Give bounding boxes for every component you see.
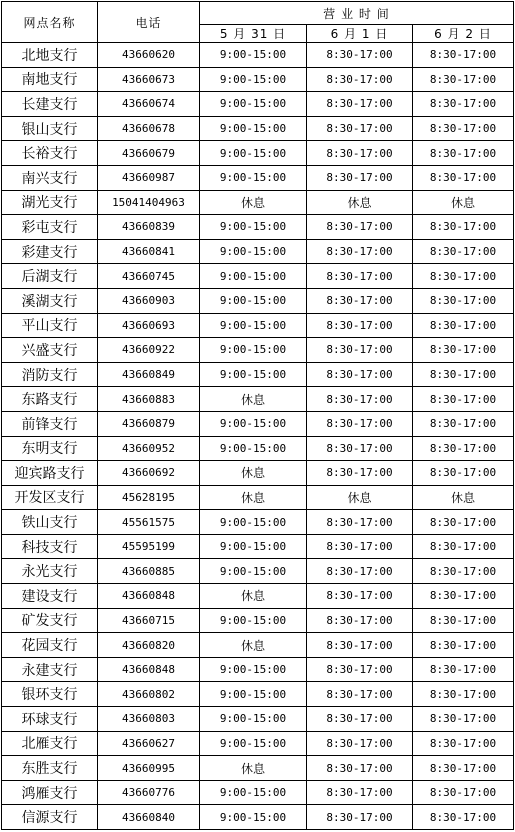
hours-cell-day-3: 8:30-17:00 bbox=[413, 387, 514, 412]
hours-cell-day-1: 9:00-15:00 bbox=[200, 92, 307, 117]
hours-cell-day-1: 休息 bbox=[200, 485, 307, 510]
hours-cell-day-3: 8:30-17:00 bbox=[413, 559, 514, 584]
table-row bbox=[2, 387, 514, 412]
hours-cell-day-1: 9:00-15:00 bbox=[200, 559, 307, 584]
hours-cell-day-1: 9:00-15:00 bbox=[200, 116, 307, 141]
hours-cell-day-3: 8:30-17:00 bbox=[413, 288, 514, 313]
branch-name-cell: 环球支行 bbox=[2, 707, 98, 732]
phone-cell: 43660745 bbox=[98, 264, 200, 289]
phone-cell: 45595199 bbox=[98, 534, 200, 559]
hours-cell-day-2: 休息 bbox=[307, 190, 413, 215]
table-row bbox=[2, 461, 514, 486]
table-row bbox=[2, 657, 514, 682]
hours-cell-day-2: 8:30-17:00 bbox=[307, 165, 413, 190]
col-header-day-2: 6 月 1 日 bbox=[307, 25, 413, 43]
hours-cell-day-1: 9:00-15:00 bbox=[200, 67, 307, 92]
hours-cell-day-2: 8:30-17:00 bbox=[307, 387, 413, 412]
hours-cell-day-1: 9:00-15:00 bbox=[200, 43, 307, 68]
hours-cell-day-1: 9:00-15:00 bbox=[200, 780, 307, 805]
hours-cell-day-2: 8:30-17:00 bbox=[307, 141, 413, 166]
hours-cell-day-3: 8:30-17:00 bbox=[413, 756, 514, 781]
hours-cell-day-1: 休息 bbox=[200, 584, 307, 609]
hours-cell-day-1: 9:00-15:00 bbox=[200, 510, 307, 535]
table-row bbox=[2, 67, 514, 92]
hours-cell-day-1: 9:00-15:00 bbox=[200, 707, 307, 732]
table-row bbox=[2, 780, 514, 805]
hours-cell-day-1: 9:00-15:00 bbox=[200, 239, 307, 264]
table-row bbox=[2, 165, 514, 190]
branch-name-cell: 消防支行 bbox=[2, 362, 98, 387]
hours-cell-day-3: 8:30-17:00 bbox=[413, 313, 514, 338]
branch-name-cell: 东明支行 bbox=[2, 436, 98, 461]
table-row bbox=[2, 756, 514, 781]
hours-cell-day-1: 9:00-15:00 bbox=[200, 313, 307, 338]
hours-cell-day-1: 9:00-15:00 bbox=[200, 338, 307, 363]
table-row bbox=[2, 313, 514, 338]
branch-name-cell: 北雁支行 bbox=[2, 731, 98, 756]
table-row bbox=[2, 288, 514, 313]
hours-cell-day-3: 8:30-17:00 bbox=[413, 362, 514, 387]
branch-name-cell: 迎宾路支行 bbox=[2, 461, 98, 486]
branch-name-cell: 银山支行 bbox=[2, 116, 98, 141]
hours-cell-day-2: 8:30-17:00 bbox=[307, 239, 413, 264]
branch-name-cell: 东路支行 bbox=[2, 387, 98, 412]
branch-name-cell: 南兴支行 bbox=[2, 165, 98, 190]
branch-name-cell: 科技支行 bbox=[2, 534, 98, 559]
phone-cell: 43660679 bbox=[98, 141, 200, 166]
table-row bbox=[2, 485, 514, 510]
hours-cell-day-1: 9:00-15:00 bbox=[200, 141, 307, 166]
phone-cell: 43660674 bbox=[98, 92, 200, 117]
phone-cell: 43660885 bbox=[98, 559, 200, 584]
col-header-phone: 电话 bbox=[98, 2, 200, 43]
hours-cell-day-3: 休息 bbox=[413, 485, 514, 510]
table-row bbox=[2, 633, 514, 658]
hours-cell-day-3: 8:30-17:00 bbox=[413, 707, 514, 732]
hours-cell-day-2: 8:30-17:00 bbox=[307, 411, 413, 436]
branch-name-cell: 平山支行 bbox=[2, 313, 98, 338]
hours-cell-day-1: 休息 bbox=[200, 756, 307, 781]
phone-cell: 43660848 bbox=[98, 584, 200, 609]
hours-cell-day-1: 9:00-15:00 bbox=[200, 264, 307, 289]
branch-name-cell: 东胜支行 bbox=[2, 756, 98, 781]
table-row bbox=[2, 559, 514, 584]
table-row bbox=[2, 92, 514, 117]
hours-cell-day-2: 8:30-17:00 bbox=[307, 608, 413, 633]
hours-cell-day-2: 8:30-17:00 bbox=[307, 756, 413, 781]
hours-cell-day-2: 8:30-17:00 bbox=[307, 362, 413, 387]
hours-cell-day-2: 8:30-17:00 bbox=[307, 510, 413, 535]
phone-cell: 43660848 bbox=[98, 657, 200, 682]
hours-cell-day-3: 8:30-17:00 bbox=[413, 338, 514, 363]
branch-name-cell: 前锋支行 bbox=[2, 411, 98, 436]
phone-cell: 43660952 bbox=[98, 436, 200, 461]
table-row bbox=[2, 682, 514, 707]
hours-cell-day-2: 8:30-17:00 bbox=[307, 682, 413, 707]
table-row bbox=[2, 215, 514, 240]
hours-cell-day-3: 8:30-17:00 bbox=[413, 141, 514, 166]
phone-cell: 43660620 bbox=[98, 43, 200, 68]
table-row bbox=[2, 43, 514, 68]
table-row bbox=[2, 805, 514, 830]
hours-cell-day-1: 休息 bbox=[200, 190, 307, 215]
hours-cell-day-1: 9:00-15:00 bbox=[200, 657, 307, 682]
phone-cell: 43660802 bbox=[98, 682, 200, 707]
hours-cell-day-2: 8:30-17:00 bbox=[307, 436, 413, 461]
branch-name-cell: 湖光支行 bbox=[2, 190, 98, 215]
table-row bbox=[2, 608, 514, 633]
hours-cell-day-3: 8:30-17:00 bbox=[413, 92, 514, 117]
table-row bbox=[2, 510, 514, 535]
branch-name-cell: 北地支行 bbox=[2, 43, 98, 68]
hours-cell-day-3: 8:30-17:00 bbox=[413, 780, 514, 805]
phone-cell: 43660678 bbox=[98, 116, 200, 141]
phone-cell: 43660841 bbox=[98, 239, 200, 264]
hours-cell-day-3: 8:30-17:00 bbox=[413, 534, 514, 559]
phone-cell: 43660879 bbox=[98, 411, 200, 436]
hours-cell-day-3: 8:30-17:00 bbox=[413, 239, 514, 264]
branch-name-cell: 彩建支行 bbox=[2, 239, 98, 264]
branch-name-cell: 长裕支行 bbox=[2, 141, 98, 166]
phone-cell: 43660839 bbox=[98, 215, 200, 240]
hours-cell-day-3: 8:30-17:00 bbox=[413, 461, 514, 486]
hours-cell-day-3: 8:30-17:00 bbox=[413, 43, 514, 68]
branch-name-cell: 信源支行 bbox=[2, 805, 98, 830]
col-header-day-1: 5 月 31 日 bbox=[200, 25, 307, 43]
header-row bbox=[2, 2, 514, 25]
hours-cell-day-2: 8:30-17:00 bbox=[307, 43, 413, 68]
branch-name-cell: 矿发支行 bbox=[2, 608, 98, 633]
branch-name-cell: 溪湖支行 bbox=[2, 288, 98, 313]
table-row bbox=[2, 141, 514, 166]
phone-cell: 43660922 bbox=[98, 338, 200, 363]
table-row bbox=[2, 584, 514, 609]
hours-cell-day-1: 休息 bbox=[200, 387, 307, 412]
hours-cell-day-3: 8:30-17:00 bbox=[413, 731, 514, 756]
hours-cell-day-3: 休息 bbox=[413, 190, 514, 215]
hours-cell-day-3: 8:30-17:00 bbox=[413, 264, 514, 289]
table-body bbox=[2, 43, 514, 830]
hours-cell-day-2: 8:30-17:00 bbox=[307, 92, 413, 117]
hours-cell-day-3: 8:30-17:00 bbox=[413, 67, 514, 92]
hours-cell-day-2: 8:30-17:00 bbox=[307, 264, 413, 289]
hours-cell-day-1: 休息 bbox=[200, 633, 307, 658]
hours-cell-day-2: 8:30-17:00 bbox=[307, 338, 413, 363]
table-row bbox=[2, 190, 514, 215]
hours-cell-day-2: 8:30-17:00 bbox=[307, 116, 413, 141]
hours-cell-day-3: 8:30-17:00 bbox=[413, 608, 514, 633]
col-header-name: 网点名称 bbox=[2, 2, 98, 43]
hours-cell-day-2: 休息 bbox=[307, 485, 413, 510]
phone-cell: 43660995 bbox=[98, 756, 200, 781]
table-row bbox=[2, 338, 514, 363]
branch-name-cell: 永建支行 bbox=[2, 657, 98, 682]
table-row bbox=[2, 362, 514, 387]
branch-name-cell: 鸿雁支行 bbox=[2, 780, 98, 805]
phone-cell: 43660692 bbox=[98, 461, 200, 486]
phone-cell: 45628195 bbox=[98, 485, 200, 510]
branch-name-cell: 长建支行 bbox=[2, 92, 98, 117]
hours-cell-day-2: 8:30-17:00 bbox=[307, 780, 413, 805]
phone-cell: 43660987 bbox=[98, 165, 200, 190]
col-header-hours: 营 业 时 间 bbox=[200, 2, 514, 25]
hours-cell-day-3: 8:30-17:00 bbox=[413, 411, 514, 436]
table-row bbox=[2, 411, 514, 436]
table-header bbox=[2, 2, 514, 43]
branch-name-cell: 银环支行 bbox=[2, 682, 98, 707]
table-row bbox=[2, 534, 514, 559]
hours-cell-day-3: 8:30-17:00 bbox=[413, 510, 514, 535]
hours-cell-day-2: 8:30-17:00 bbox=[307, 534, 413, 559]
branch-name-cell: 铁山支行 bbox=[2, 510, 98, 535]
table-row bbox=[2, 436, 514, 461]
branch-name-cell: 建设支行 bbox=[2, 584, 98, 609]
phone-cell: 43660715 bbox=[98, 608, 200, 633]
table-row bbox=[2, 116, 514, 141]
hours-cell-day-1: 休息 bbox=[200, 461, 307, 486]
hours-cell-day-2: 8:30-17:00 bbox=[307, 657, 413, 682]
phone-cell: 45561575 bbox=[98, 510, 200, 535]
branch-name-cell: 后湖支行 bbox=[2, 264, 98, 289]
branch-name-cell: 彩屯支行 bbox=[2, 215, 98, 240]
hours-cell-day-1: 9:00-15:00 bbox=[200, 608, 307, 633]
branch-hours-table bbox=[1, 1, 514, 830]
phone-cell: 15041404963 bbox=[98, 190, 200, 215]
table-row bbox=[2, 264, 514, 289]
hours-cell-day-1: 9:00-15:00 bbox=[200, 215, 307, 240]
hours-cell-day-1: 9:00-15:00 bbox=[200, 411, 307, 436]
hours-cell-day-1: 9:00-15:00 bbox=[200, 805, 307, 830]
hours-cell-day-2: 8:30-17:00 bbox=[307, 215, 413, 240]
branch-name-cell: 永光支行 bbox=[2, 559, 98, 584]
hours-cell-day-2: 8:30-17:00 bbox=[307, 313, 413, 338]
hours-cell-day-2: 8:30-17:00 bbox=[307, 805, 413, 830]
hours-cell-day-3: 8:30-17:00 bbox=[413, 584, 514, 609]
hours-cell-day-2: 8:30-17:00 bbox=[307, 559, 413, 584]
phone-cell: 43660883 bbox=[98, 387, 200, 412]
hours-cell-day-3: 8:30-17:00 bbox=[413, 805, 514, 830]
hours-cell-day-3: 8:30-17:00 bbox=[413, 116, 514, 141]
hours-cell-day-3: 8:30-17:00 bbox=[413, 682, 514, 707]
phone-cell: 43660820 bbox=[98, 633, 200, 658]
phone-cell: 43660849 bbox=[98, 362, 200, 387]
branch-name-cell: 花园支行 bbox=[2, 633, 98, 658]
hours-cell-day-3: 8:30-17:00 bbox=[413, 657, 514, 682]
hours-cell-day-1: 9:00-15:00 bbox=[200, 362, 307, 387]
col-header-day-3: 6 月 2 日 bbox=[413, 25, 514, 43]
phone-cell: 43660776 bbox=[98, 780, 200, 805]
table-row bbox=[2, 707, 514, 732]
hours-cell-day-1: 9:00-15:00 bbox=[200, 534, 307, 559]
hours-cell-day-1: 9:00-15:00 bbox=[200, 165, 307, 190]
phone-cell: 43660803 bbox=[98, 707, 200, 732]
hours-cell-day-1: 9:00-15:00 bbox=[200, 436, 307, 461]
hours-cell-day-1: 9:00-15:00 bbox=[200, 682, 307, 707]
phone-cell: 43660673 bbox=[98, 67, 200, 92]
hours-cell-day-2: 8:30-17:00 bbox=[307, 67, 413, 92]
hours-cell-day-2: 8:30-17:00 bbox=[307, 633, 413, 658]
branch-name-cell: 南地支行 bbox=[2, 67, 98, 92]
table-row bbox=[2, 731, 514, 756]
hours-cell-day-3: 8:30-17:00 bbox=[413, 215, 514, 240]
branch-name-cell: 兴盛支行 bbox=[2, 338, 98, 363]
phone-cell: 43660693 bbox=[98, 313, 200, 338]
hours-cell-day-1: 9:00-15:00 bbox=[200, 731, 307, 756]
hours-cell-day-2: 8:30-17:00 bbox=[307, 731, 413, 756]
hours-cell-day-3: 8:30-17:00 bbox=[413, 165, 514, 190]
phone-cell: 43660903 bbox=[98, 288, 200, 313]
hours-cell-day-2: 8:30-17:00 bbox=[307, 461, 413, 486]
branch-name-cell: 开发区支行 bbox=[2, 485, 98, 510]
hours-cell-day-3: 8:30-17:00 bbox=[413, 633, 514, 658]
phone-cell: 43660840 bbox=[98, 805, 200, 830]
hours-cell-day-2: 8:30-17:00 bbox=[307, 584, 413, 609]
phone-cell: 43660627 bbox=[98, 731, 200, 756]
hours-cell-day-1: 9:00-15:00 bbox=[200, 288, 307, 313]
table-row bbox=[2, 239, 514, 264]
hours-cell-day-2: 8:30-17:00 bbox=[307, 288, 413, 313]
hours-cell-day-3: 8:30-17:00 bbox=[413, 436, 514, 461]
hours-cell-day-2: 8:30-17:00 bbox=[307, 707, 413, 732]
